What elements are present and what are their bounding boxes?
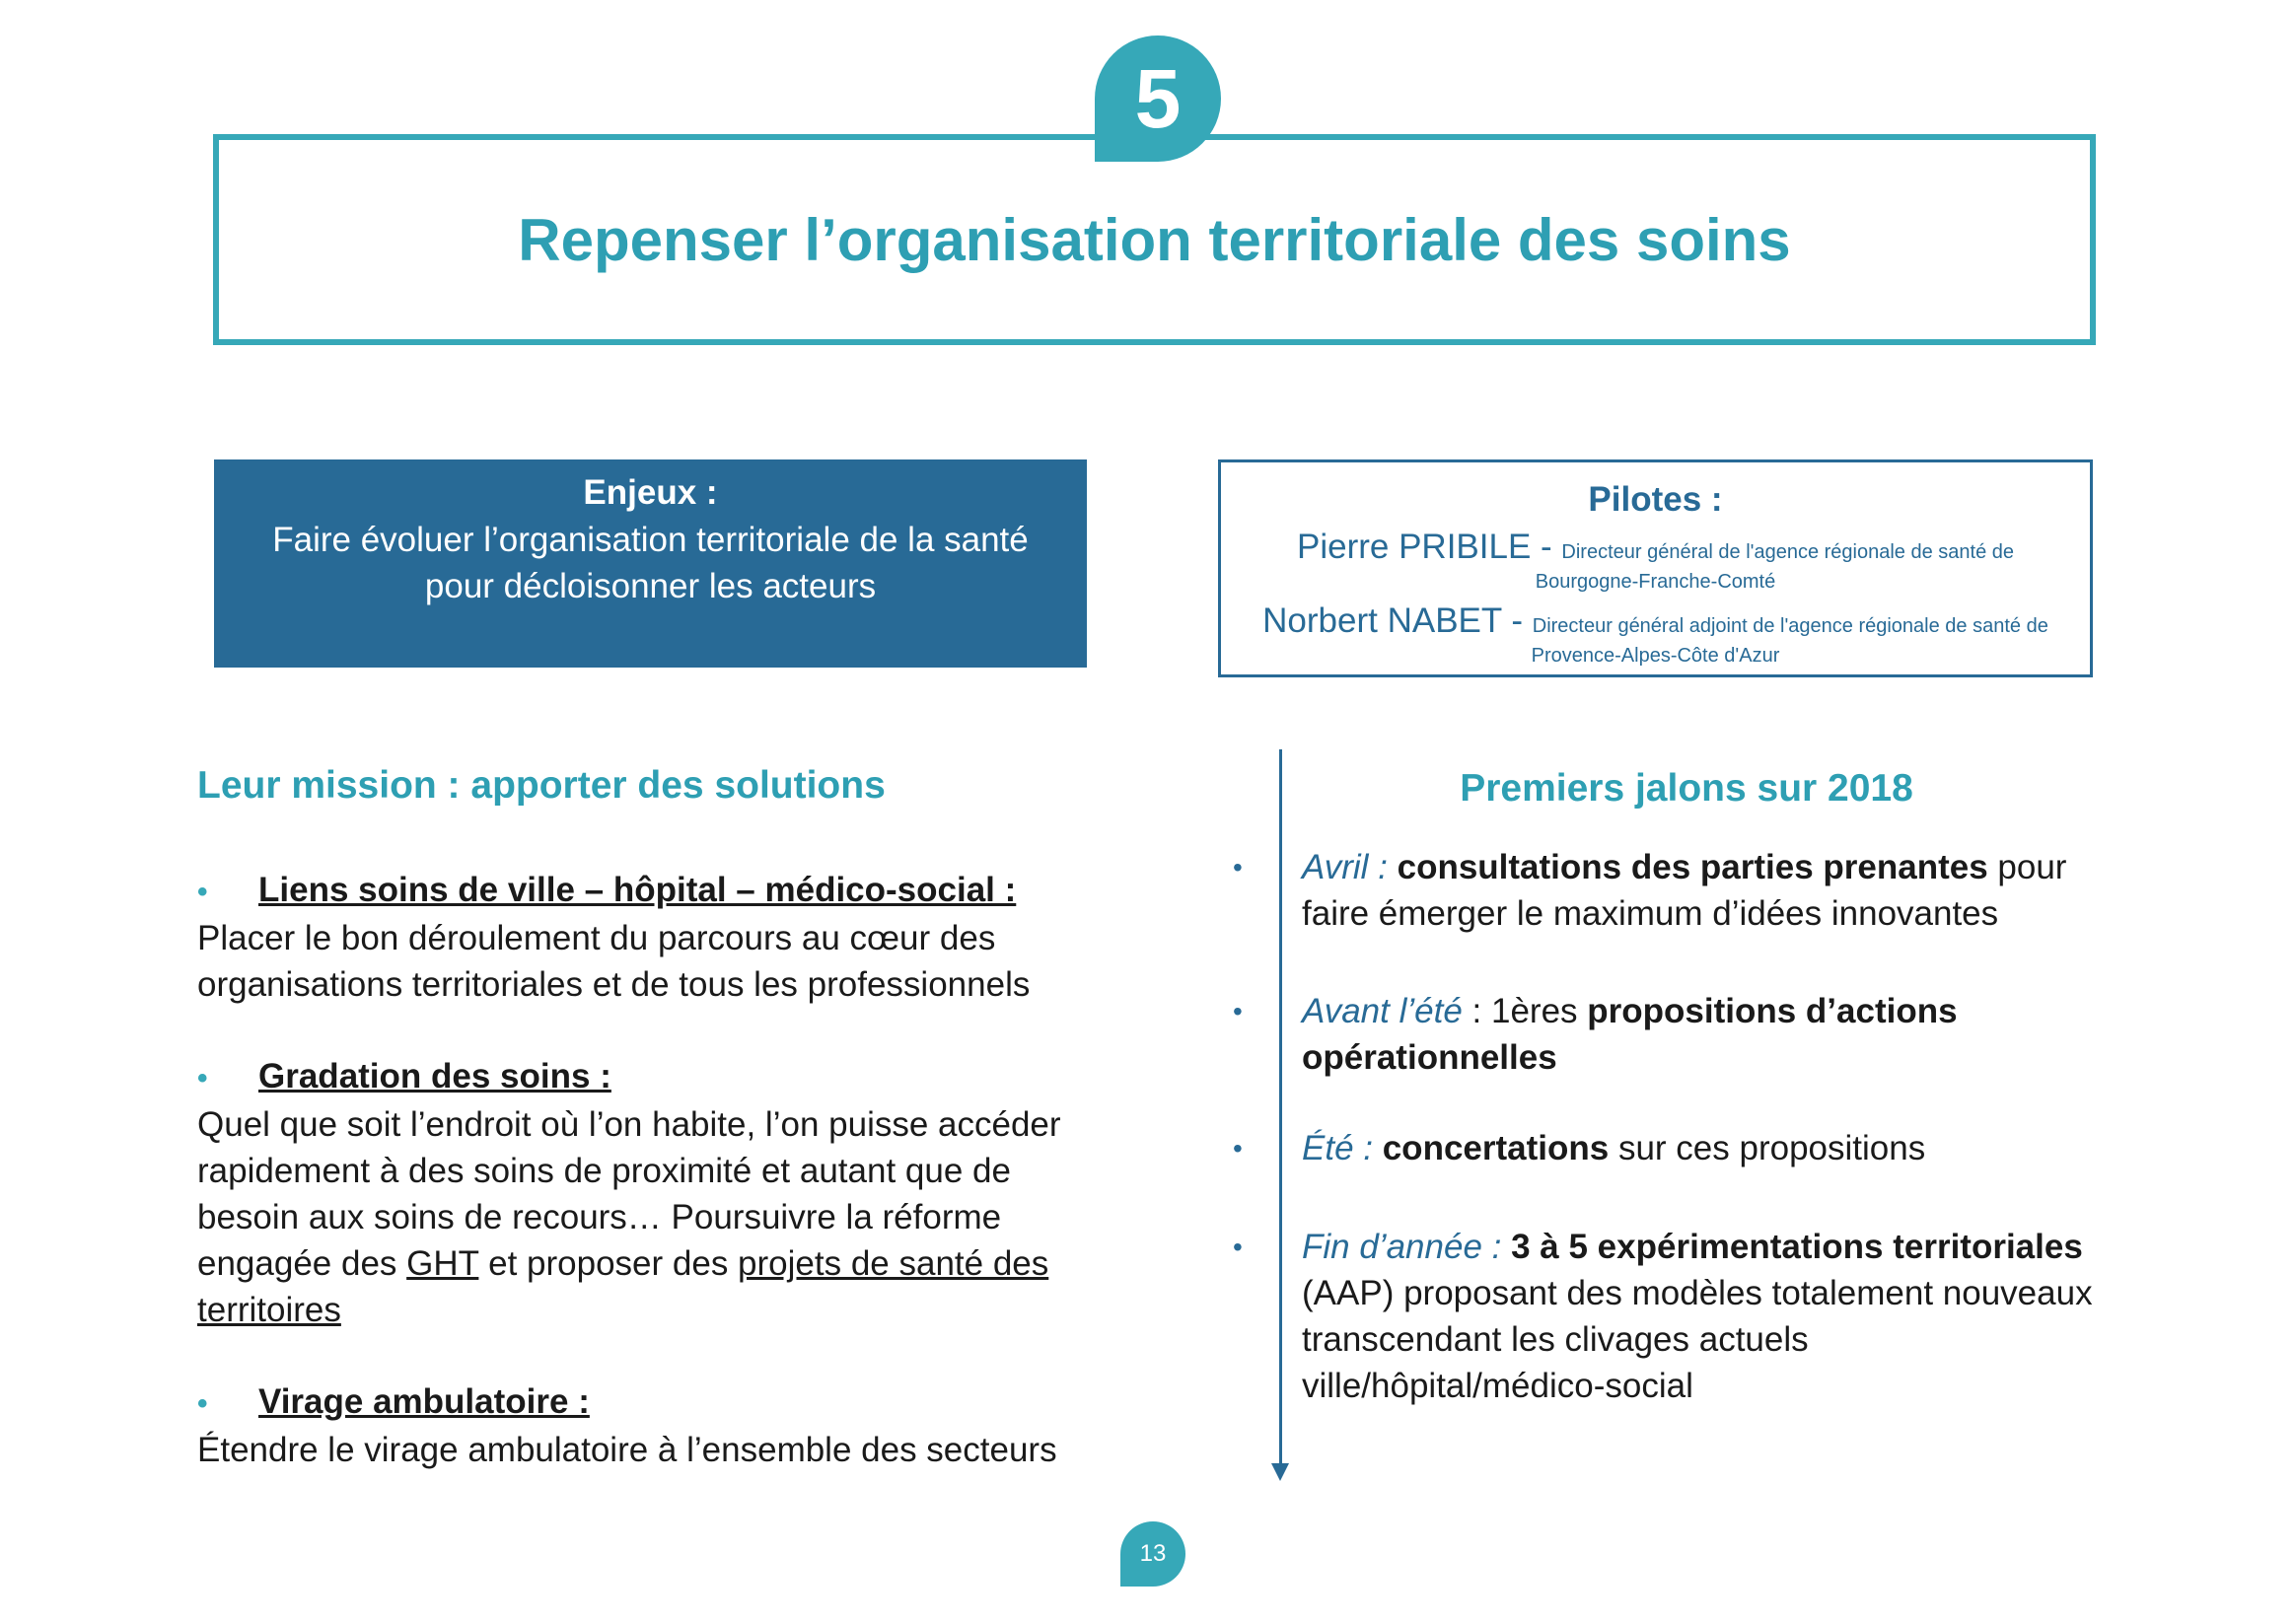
mission-item: [197, 1379, 1114, 1473]
jalons-column: [1233, 761, 2101, 1409]
timeline-arrow-icon: [1271, 1463, 1289, 1481]
bullet: •: [1233, 1232, 1243, 1262]
bullet: •: [197, 876, 208, 908]
jalons-heading: Premiers jalons sur 2018: [1460, 767, 1913, 810]
mission-item-text: Placer le bon déroulement du parcours au cœur des organisations territoriales et de tous les professionnels: [197, 919, 1031, 1004]
title-frame: [213, 134, 2096, 345]
enjeux-line-2: pour décloisonner les acteurs: [424, 567, 877, 605]
section-number-badge: 5: [1095, 35, 1221, 162]
mission-column: [197, 761, 1114, 1473]
enjeux-label: Enjeux :: [583, 473, 718, 512]
pilote-role: Directeur général de l'agence régionale de santé de: [1561, 541, 2014, 563]
mission-item-title: Virage ambulatoire :: [258, 1382, 590, 1421]
enjeux-line-1: Faire évoluer l’organisation territoriale de la santé: [272, 521, 1029, 559]
mission-item: [197, 868, 1114, 1008]
enjeux-box: [214, 459, 1087, 668]
jalon-when: Avril :: [1302, 848, 1388, 886]
jalon-item: • Fin d’année : 3 à 5 expérimentations territoriales (AAP) proposant des modèles totalement nouveaux transcendant les clivages actuels ville/hôpital/médico-social: [1233, 1224, 2101, 1409]
mission-item-text: Étendre le virage ambulatoire à l’ensemble des secteurs: [197, 1431, 1057, 1469]
projets-sante-text: projets de santé des territoires: [197, 1244, 1049, 1329]
bullet: •: [197, 1387, 208, 1420]
pilote-pribile: [1221, 528, 2090, 594]
ght-link-text: GHT: [406, 1244, 479, 1283]
pilotes-box: [1218, 459, 2093, 677]
jalon-item: • Avril : consultations des parties prenantes pour faire émerger le maximum d’idées innovantes: [1233, 844, 2101, 937]
mission-item-title: Gradation des soins :: [258, 1057, 611, 1095]
page-title: Repenser l’organisation territoriale des soins: [518, 206, 1791, 273]
page-number: 13: [1120, 1521, 1185, 1587]
mission-item: [197, 1054, 1114, 1333]
bullet: •: [197, 1062, 208, 1094]
jalon-when: Été :: [1302, 1129, 1373, 1167]
jalon-when: Avant l’été: [1302, 992, 1463, 1030]
bullet: •: [1233, 996, 1243, 1026]
pilote-region: Provence-Alpes-Côte d'Azur: [1531, 645, 1780, 667]
mission-item-title: Liens soins de ville – hôpital – médico-social :: [258, 871, 1017, 909]
mission-item-text: Quel que soit l’endroit où l’on habite, l’on puisse accéder rapidement à des soins de proximité et autant que de besoin aux soins de recours… Poursuivre la réforme engagée des GHT et proposer des projets de santé des territoires: [197, 1105, 1061, 1329]
mission-heading: Leur mission : apporter des solutions: [197, 764, 886, 807]
jalon-item: • Avant l’été : 1ères propositions d’actions opérationnelles: [1233, 988, 2101, 1081]
pilotes-label: Pilotes :: [1588, 480, 1723, 519]
jalon-item: • Été : concertations sur ces propositions: [1233, 1125, 2101, 1171]
pilote-name: Norbert NABET -: [1262, 601, 1533, 640]
jalon-when: Fin d’année :: [1302, 1228, 1502, 1266]
pilote-nabet: [1221, 601, 2090, 668]
pilote-role: Directeur général adjoint de l'agence régionale de santé de: [1532, 615, 2048, 637]
bullet: •: [1233, 852, 1243, 882]
pilote-name: Pierre PRIBILE -: [1297, 528, 1562, 566]
bullet: •: [1233, 1133, 1243, 1164]
pilote-region: Bourgogne-Franche-Comté: [1535, 571, 1776, 593]
